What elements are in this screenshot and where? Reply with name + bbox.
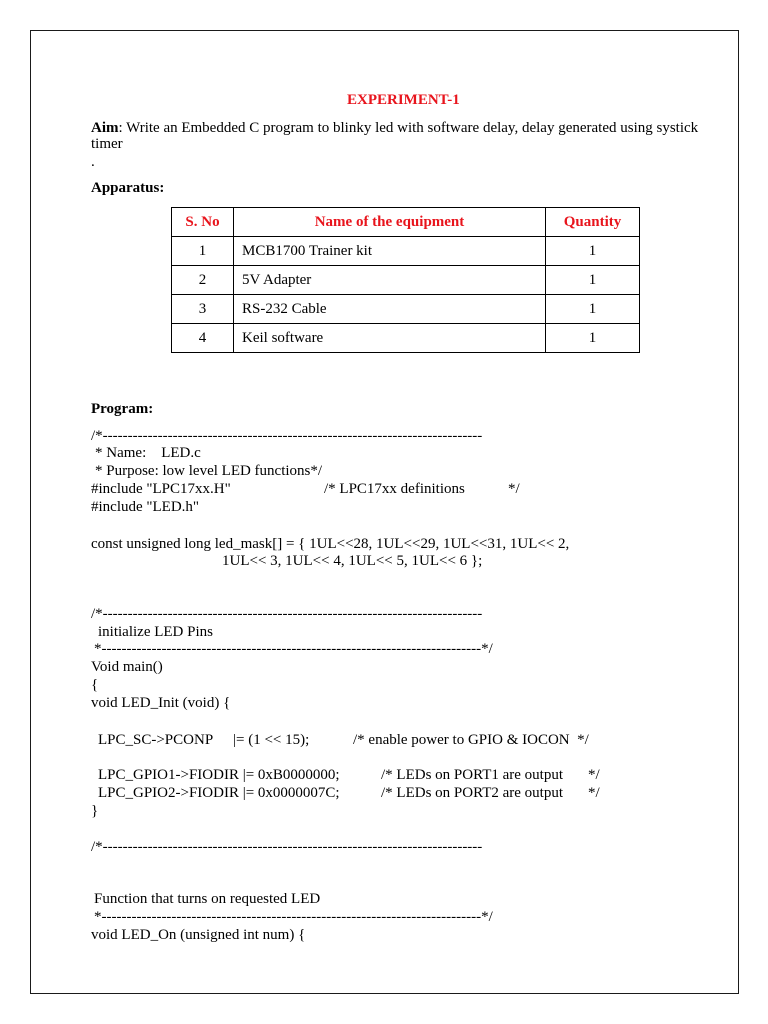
code-statement: void LED_On (unsigned int num) { bbox=[91, 927, 306, 943]
aim-line bbox=[91, 119, 698, 137]
code-line bbox=[0, 552, 768, 570]
code-comment: /*---------------------------------------------------------------------------- bbox=[91, 428, 483, 444]
code-statement: LPC_GPIO1->FIODIR |= 0xB0000000; bbox=[98, 767, 340, 783]
code-statement: #include "LED.h" bbox=[91, 499, 200, 515]
cell-equipment-name: 5V Adapter bbox=[234, 266, 546, 295]
code-statement: LPC_GPIO2->FIODIR |= 0x0000007C; bbox=[98, 785, 340, 801]
code-line bbox=[0, 444, 768, 462]
code-line bbox=[0, 802, 768, 820]
code-line bbox=[0, 890, 768, 908]
code-comment-end: */ bbox=[588, 785, 600, 801]
cell-serial-no: 3 bbox=[172, 295, 234, 324]
code-statement: #include "LPC17xx.H" bbox=[91, 481, 231, 497]
code-comment: * Name: LED.c bbox=[95, 445, 201, 461]
code-comment: Function that turns on requested LED bbox=[94, 891, 321, 907]
code-line bbox=[0, 535, 768, 553]
cell-serial-no: 4 bbox=[172, 324, 234, 353]
cell-serial-no: 2 bbox=[172, 266, 234, 295]
experiment-title: EXPERIMENT-1 bbox=[347, 92, 460, 108]
header-serial-no: S. No bbox=[172, 208, 234, 237]
code-statement: |= (1 << 15); bbox=[233, 732, 310, 748]
code-line bbox=[0, 908, 768, 926]
code-comment-end: */ bbox=[508, 481, 520, 497]
code-line bbox=[0, 623, 768, 641]
cell-equipment-name: RS-232 Cable bbox=[234, 295, 546, 324]
code-comment: *----------------------------------------------------------------------------*/ bbox=[94, 641, 493, 657]
code-line bbox=[0, 926, 768, 944]
code-line bbox=[0, 605, 768, 623]
aim-text: : Write an Embedded C program to blinky led with software delay, delay generated using systick bbox=[118, 120, 699, 136]
table-row bbox=[172, 237, 640, 266]
code-statement: LPC_SC->PCONP bbox=[98, 732, 214, 748]
header-quantity: Quantity bbox=[546, 208, 640, 237]
cell-serial-no: 1 bbox=[172, 237, 234, 266]
cell-quantity: 1 bbox=[546, 324, 640, 353]
cell-quantity: 1 bbox=[546, 266, 640, 295]
code-line bbox=[0, 766, 768, 784]
code-comment: /*---------------------------------------------------------------------------- bbox=[91, 839, 483, 855]
apparatus-heading: Apparatus: bbox=[91, 180, 165, 196]
table-header-row bbox=[172, 208, 640, 237]
code-comment: * Purpose: low level LED functions*/ bbox=[95, 463, 323, 479]
table-row bbox=[172, 266, 640, 295]
code-line bbox=[0, 731, 768, 749]
code-comment: /* LEDs on PORT2 are output bbox=[381, 785, 563, 801]
code-line bbox=[0, 427, 768, 445]
code-statement: Void main() bbox=[91, 659, 163, 675]
code-statement: } bbox=[91, 803, 99, 819]
code-comment: *----------------------------------------------------------------------------*/ bbox=[94, 909, 493, 925]
code-comment: /* LPC17xx definitions bbox=[324, 481, 465, 497]
header-equipment-name: Name of the equipment bbox=[234, 208, 546, 237]
program-heading: Program: bbox=[91, 401, 154, 417]
code-comment: /* enable power to GPIO & IOCON */ bbox=[353, 732, 589, 748]
code-line bbox=[0, 640, 768, 658]
code-line bbox=[0, 676, 768, 694]
code-statement: { bbox=[91, 677, 99, 693]
code-comment: /* LEDs on PORT1 are output bbox=[381, 767, 563, 783]
code-line bbox=[0, 784, 768, 802]
code-statement: const unsigned long led_mask[] = { 1UL<<28, 1UL<<29, 1UL<<31, 1UL<< 2, bbox=[91, 536, 570, 552]
table-row bbox=[172, 295, 640, 324]
cell-quantity: 1 bbox=[546, 295, 640, 324]
apparatus-table bbox=[171, 207, 640, 353]
aim-label: Aim bbox=[91, 120, 119, 136]
code-line bbox=[0, 498, 768, 516]
code-line bbox=[0, 462, 768, 480]
table-row bbox=[172, 324, 640, 353]
aim-period: . bbox=[91, 154, 95, 170]
cell-equipment-name: MCB1700 Trainer kit bbox=[234, 237, 546, 266]
aim-text-continued: timer bbox=[91, 136, 123, 152]
code-line bbox=[0, 694, 768, 712]
code-line bbox=[0, 658, 768, 676]
code-comment-end: */ bbox=[588, 767, 600, 783]
code-comment: initialize LED Pins bbox=[98, 624, 213, 640]
cell-quantity: 1 bbox=[546, 237, 640, 266]
code-statement: 1UL<< 3, 1UL<< 4, 1UL<< 5, 1UL<< 6 }; bbox=[222, 553, 483, 569]
code-statement: void LED_Init (void) { bbox=[91, 695, 231, 711]
code-line bbox=[0, 838, 768, 856]
code-line bbox=[0, 480, 768, 498]
code-comment: /*---------------------------------------------------------------------------- bbox=[91, 606, 483, 622]
cell-equipment-name: Keil software bbox=[234, 324, 546, 353]
